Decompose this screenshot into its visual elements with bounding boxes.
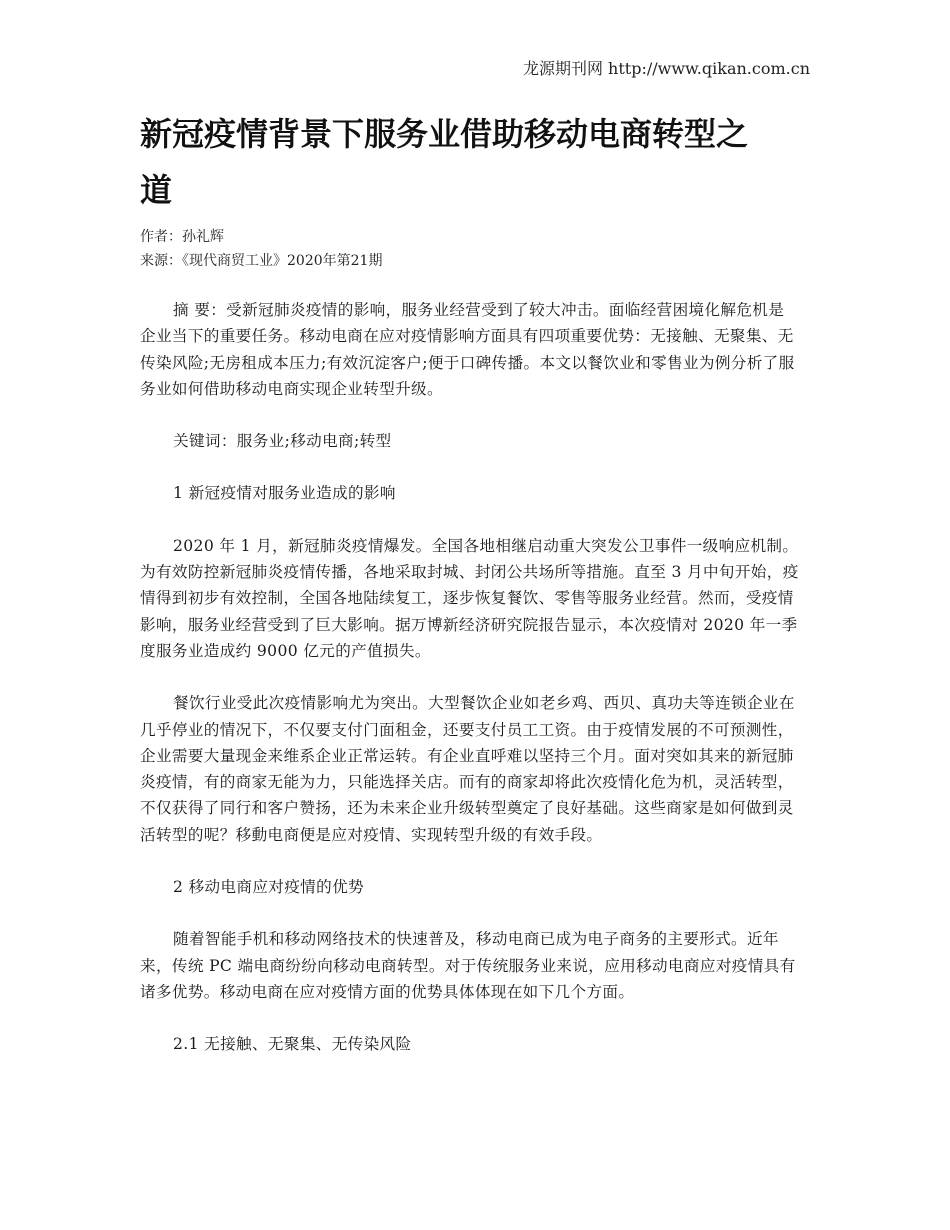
keywords [140, 428, 820, 454]
text-line: 关键词：服务业;移动电商;转型 [173, 432, 392, 451]
text-line: 1 新冠疫情对服务业造成的影响 [173, 484, 396, 503]
text-line: 炎疫情，有的商家无能为力，只能选择关店。而有的商家却将此次疫情化危为机，灵活转型， [140, 773, 794, 792]
text-line: 企业需要大量现金来维系企业正常运转。有企业直呼难以坚持三个月。面对突如其来的新冠肺 [140, 746, 794, 765]
text-line: 诸多优势。移动电商在应对疫情方面的优势具体体现在如下几个方面。 [140, 982, 635, 1001]
text-line: 随着智能手机和移动网络技术的快速普及，移动电商已成为电子商务的主要形式。近年 [173, 930, 779, 949]
title-line: 新冠疫情背景下服务业借助移动电商转型之 [140, 115, 749, 153]
article-body [140, 297, 820, 1084]
text-line: 传染风险;无房租成本压力;有效沉淀客户;便于口碑传播。本文以餐饮业和零售业为例分析了服 [140, 353, 795, 372]
text-line: 影响，服务业经营受到了巨大影响。据万博新经济研究院报告显示，本次疫情对 2020 年一季 [140, 615, 798, 634]
source: 来源：《现代商贸工业》2020年第21期 [140, 253, 383, 269]
paragraph [140, 926, 820, 1005]
text-line: 2020 年 1 月，新冠肺炎疫情爆发。全国各地相继启动重大突发公卫事件一级响应机制。 [173, 536, 799, 555]
text-line: 不仅获得了同行和客户赞扬，还为未来企业升级转型奠定了良好基础。这些商家是如何做到灵 [140, 799, 794, 818]
title-line: 道 [140, 171, 173, 209]
section-heading [140, 874, 820, 900]
site-header: 龙源期刊网 http://www.qikan.com.cn [522, 59, 810, 78]
text-line: 情得到初步有效控制，全国各地陆续复工，逐步恢复餐饮、零售等服务业经营。然而，受疫情 [140, 589, 794, 608]
text-line: 2.1 无接触、无聚集、无传染风险 [173, 1035, 412, 1054]
paragraph [140, 690, 820, 848]
text-line: 摘 要：受新冠肺炎疫情的影响，服务业经营受到了较大冲击。面临经营困境化解危机是 [173, 301, 785, 319]
abstract [140, 297, 820, 402]
text-line: 几乎停业的情况下，不仅要支付门面租金，还要支付员工工资。由于疫情发展的不可预测性， [140, 720, 794, 739]
article-meta [140, 225, 382, 273]
article-title [140, 106, 820, 218]
section-heading [140, 480, 820, 506]
text-line: 来，传统 PC 端电商纷纷向移动电商转型。对于传统服务业来说，应用移动电商应对疫情具有 [140, 956, 796, 975]
section-heading [140, 1031, 820, 1057]
author: 作者：孙礼辉 [140, 229, 224, 245]
text-line: 企业当下的重要任务。移动电商在应对疫情影响方面具有四项重要优势：无接触、无聚集、无 [140, 327, 794, 346]
text-line: 度服务业造成约 9000 亿元的产值损失。 [140, 641, 431, 660]
text-line: 餐饮行业受此次疫情影响尤为突出。大型餐饮企业如老乡鸡、西贝、真功夫等连锁企业在 [173, 694, 795, 713]
text-line: 2 移动电商应对疫情的优势 [173, 878, 364, 897]
text-line: 务业如何借助移动电商实现企业转型升级。 [140, 379, 443, 398]
paragraph [140, 533, 820, 664]
text-line: 为有效防控新冠肺炎疫情传播，各地采取封城、封闭公共场所等措施。直至 3 月中旬开始，疫 [140, 563, 799, 582]
text-line: 活转型的呢？移動电商便是应对疫情、实现转型升级的有效手段。 [140, 825, 603, 844]
